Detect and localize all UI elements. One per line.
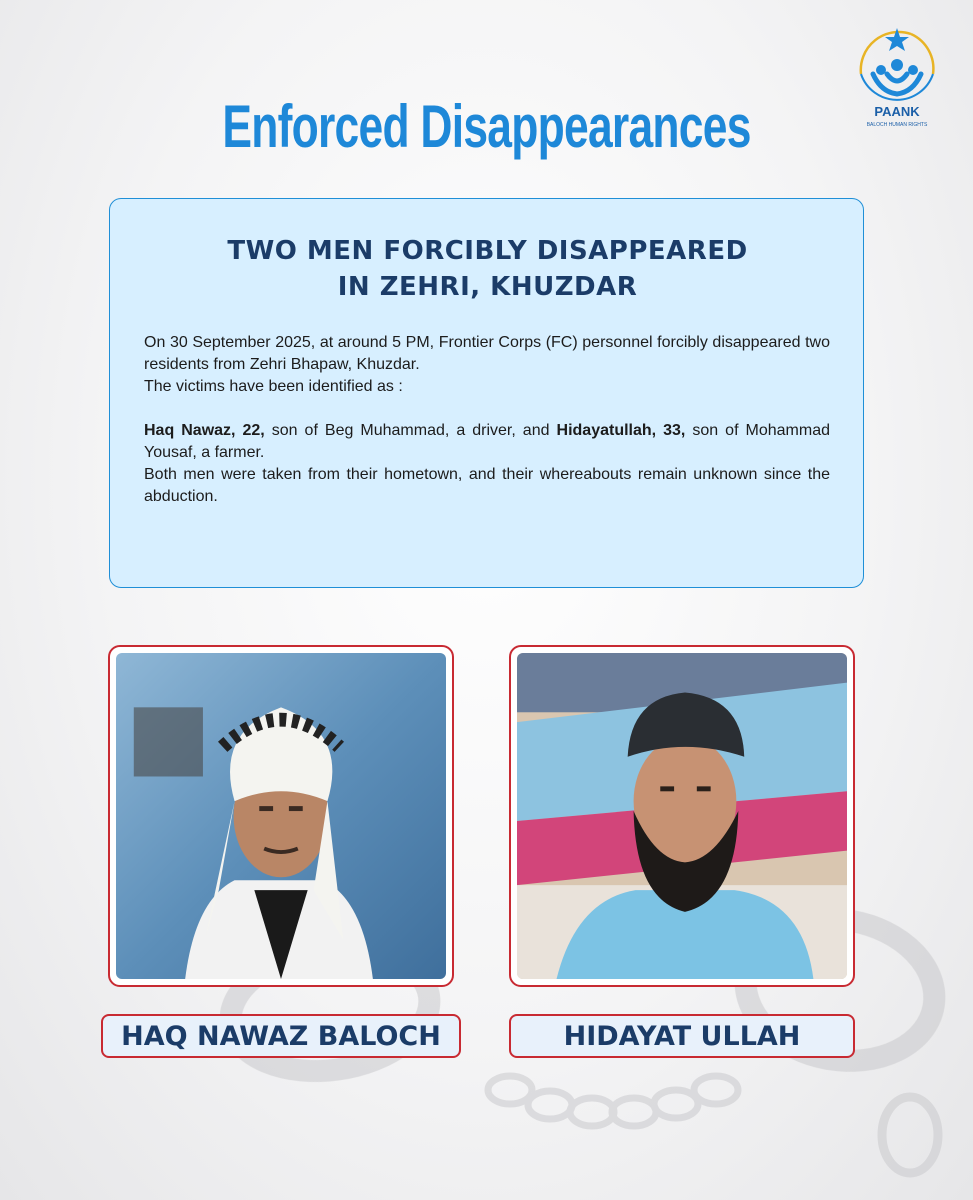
- page-title: Enforced Disappearances: [222, 93, 751, 161]
- victims-intro: The victims have been identified as :: [144, 378, 403, 395]
- victim2-name: Hidayatullah, 33,: [556, 422, 686, 439]
- victim1-details: son of Beg Muhammad, a driver, and: [264, 422, 557, 439]
- paank-logo: [851, 22, 943, 134]
- card-title: [110, 233, 865, 305]
- news-card: [109, 198, 864, 588]
- card-title-line2: IN ZEHRI, KHUZDAR: [337, 272, 638, 302]
- victims-paragraph: [144, 420, 830, 464]
- victim2-details: son of Mohammad Yousaf, a farmer.: [144, 422, 831, 461]
- logo-name: PAANK: [874, 104, 920, 119]
- victim-name-label-2: HIDAYAT ULLAH: [509, 1014, 855, 1058]
- card-body: [144, 332, 830, 508]
- victim-name-label-1: HAQ NAWAZ BALOCH: [101, 1014, 461, 1058]
- victim-photo-haq-nawaz: [108, 645, 454, 987]
- incident-paragraph: On 30 September 2025, at around 5 PM, Frontier Corps (FC) personnel forcibly disappeared two residents from Zehri Bhapaw, Khuzdar.: [144, 334, 830, 373]
- logo-tagline: BALOCH HUMAN RIGHTS: [866, 122, 928, 128]
- card-title-line1: TWO MEN FORCIBLY DISAPPEARED: [227, 236, 748, 266]
- victim1-name: Haq Nawaz, 22,: [144, 422, 265, 439]
- whereabouts-paragraph: Both men were taken from their hometown, and their whereabouts remain unknown since the abduction.: [144, 466, 830, 505]
- victim-photo-hidayat-ullah: [509, 645, 855, 987]
